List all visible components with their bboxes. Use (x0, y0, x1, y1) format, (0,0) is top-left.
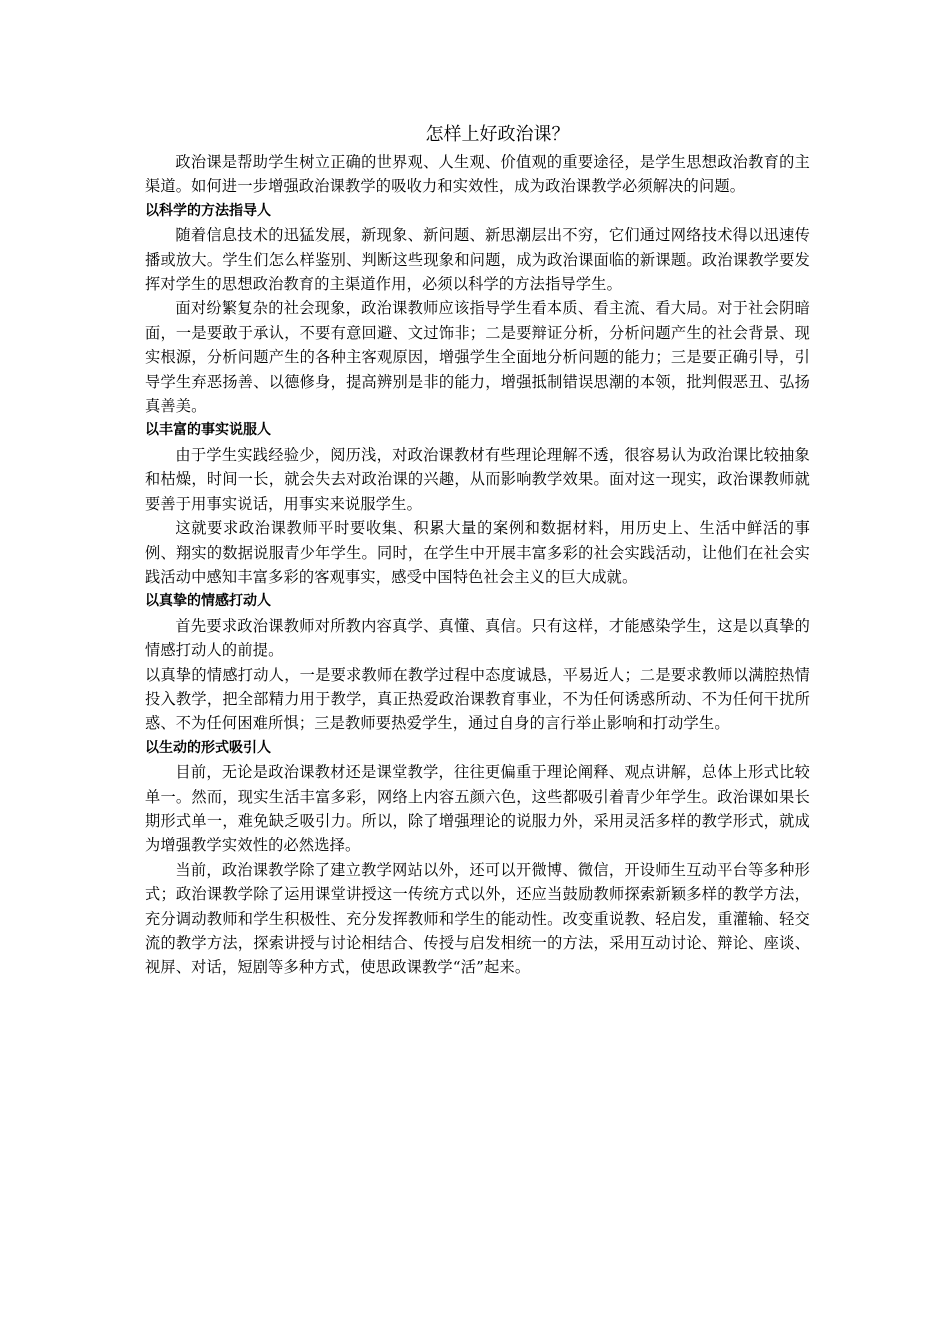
section-heading-facts: 以丰富的事实说服人 (145, 422, 271, 439)
section-paragraph: 由于学生实践经验少，阅历浅，对政治课教材有些理论理解不透，很容易认为政治课比较抽象和枯燥，时间一长，就会失去对政治课的兴趣，从而影响教学效果。面对这一现实，政治课教师就要善于用事实说话，用事实来说服学生。 (145, 445, 810, 513)
document-page (145, 120, 810, 980)
section-paragraph: 面对纷繁复杂的社会现象，政治课教师应该指导学生看本质、看主流、看大局。对于社会阴暗面，一是要敢于承认，不要有意回避、文过饰非；二是要辩证分析，分析问题产生的社会背景、现实根源，分析问题产生的各种主客观原因，增强学生全面地分析问题的能力；三是要正确引导，引导学生弃恶扬善、以德修身，提高辨别是非的能力，增强抵制错误思潮的本领，批判假恶丑、弘扬真善美。 (145, 299, 810, 416)
section-heading-form: 以生动的形式吸引人 (145, 739, 271, 756)
section-heading-emotion: 以真挚的情感打动人 (145, 593, 271, 610)
section-heading-science: 以科学的方法指导人 (145, 202, 271, 219)
section-paragraph: 这就要求政治课教师平时要收集、积累大量的案例和数据材料，用历史上、生活中鲜活的事例、翔实的数据说服青少年学生。同时，在学生中开展丰富多彩的社会实践活动，让他们在社会实践活动中感知丰富多彩的客观事实，感受中国特色社会主义的巨大成就。 (145, 519, 810, 586)
section-paragraph: 以真挚的情感打动人，一是要求教师在教学过程中态度诚恳，平易近人；二是要求教师以满腔热情投入教学，把全部精力用于教学，真正热爱政治课教育事业，不为任何诱惑所动、不为任何干扰所惑、不为任何困难所惧；三是教师要热爱学生，通过自身的言行举止影响和打动学生。 (145, 665, 810, 733)
document-title: 怎样上好政治课？ (425, 124, 570, 145)
section-paragraph: 当前，政治课教学除了建立教学网站以外，还可以开微博、微信，开设师生互动平台等多种形式；政治课教学除了运用课堂讲授这一传统方式以外，还应当鼓励教师探索新颖多样的教学方法，充分调动教师和学生积极性、充分发挥教师和学生的能动性。改变重说教、轻启发，重灌输、轻交流的教学方法，探索讲授与讨论相结合、传授与启发相统一的方法，采用互动讨论、辩论、座谈、视屏、对话，短剧等多种方式，使思政课教学“活”起来。 (145, 860, 810, 977)
section-paragraph: 首先要求政治课教师对所教内容真学、真懂、真信。只有这样，才能感染学生，这是以真挚的情感打动人的前提。 (145, 616, 810, 660)
section-paragraph: 目前，无论是政治课教材还是课堂教学，往往更偏重于理论阐释、观点讲解，总体上形式比较单一。然而，现实生活丰富多彩，网络上内容五颜六色，这些都吸引着青少年学生。政治课如果长期形式单一，难免缺乏吸引力。所以，除了增强理论的说服力外，采用灵活多样的教学形式，就成为增强教学实效性的必然选择。 (145, 763, 810, 855)
intro-paragraph: 政治课是帮助学生树立正确的世界观、人生观、价值观的重要途径，是学生思想政治教育的主渠道。如何进一步增强政治课教学的吸收力和实效性，成为政治课教学必须解决的问题。 (145, 153, 810, 196)
section-paragraph: 随着信息技术的迅猛发展，新现象、新问题、新思潮层出不穷，它们通过网络技术得以迅速传播或放大。学生们怎么样鉴别、判断这些现象和问题，成为政治课面临的新课题。政治课教学要发挥对学生的思想政治教育的主渠道作用，必须以科学的方法指导学生。 (145, 226, 810, 294)
